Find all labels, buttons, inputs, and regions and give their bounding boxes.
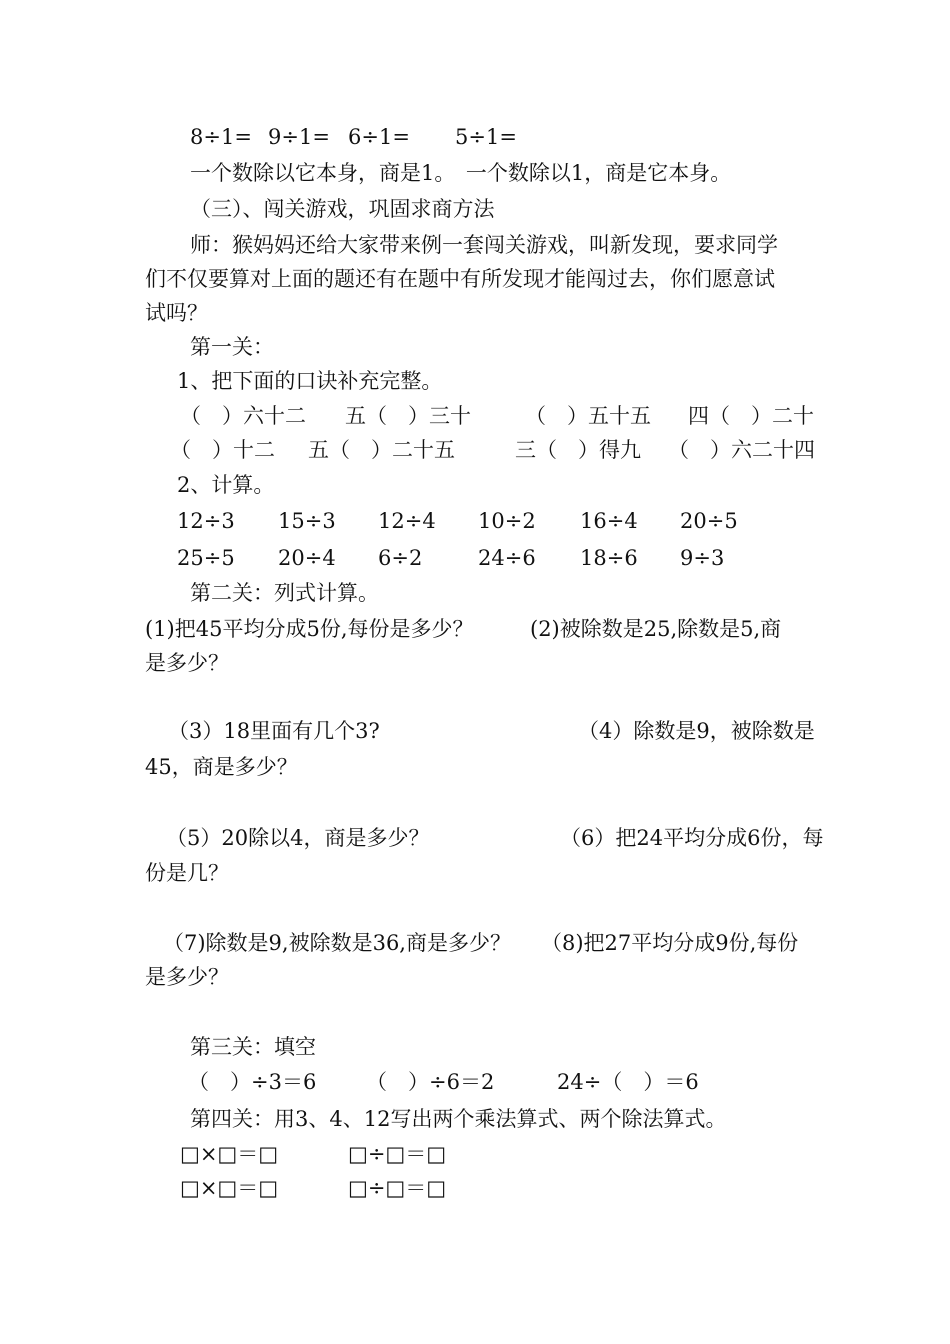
word-problem: （3）18里面有几个3? bbox=[168, 719, 380, 743]
mnemonic-blank: （ ）六十二 bbox=[180, 404, 306, 428]
fill-blank: （ ）÷3＝6 bbox=[188, 1070, 317, 1094]
mnemonic-blank: 四（ ）二十 bbox=[688, 404, 814, 428]
equation: 8÷1= bbox=[190, 125, 252, 149]
level1-question1: 1、把下面的口诀补充完整。 bbox=[177, 369, 443, 393]
teacher-paragraph-line: 们不仅要算对上面的题还有在题中有所发现才能闯过去，你们愿意试 bbox=[145, 267, 775, 291]
word-problem: （4）除数是9，被除数是 bbox=[578, 719, 815, 743]
word-problem: （8)把27平均分成9份,每份 bbox=[541, 931, 799, 955]
box-equation: □×□＝□ bbox=[180, 1142, 279, 1166]
equation: 9÷1= bbox=[268, 125, 330, 149]
mnemonic-blank: 五（ ）二十五 bbox=[308, 438, 455, 462]
calc-item: 9÷3 bbox=[680, 546, 725, 570]
calc-item: 20÷5 bbox=[680, 509, 738, 533]
mnemonic-blank: 三（ ）得九 bbox=[515, 438, 641, 462]
equation: 5÷1= bbox=[455, 125, 517, 149]
calc-item: 18÷6 bbox=[580, 546, 638, 570]
teacher-paragraph-line: 试吗？ bbox=[145, 301, 208, 325]
equation: 6÷1= bbox=[348, 125, 410, 149]
mnemonic-blank: （ ）十二 bbox=[170, 438, 275, 462]
calc-item: 12÷3 bbox=[177, 509, 235, 533]
fill-blank: （ ）÷6＝2 bbox=[366, 1070, 495, 1094]
rule-line: 一个数除以它本身，商是1。 一个数除以1，商是它本身。 bbox=[190, 161, 732, 185]
word-problem: 45，商是多少？ bbox=[145, 755, 298, 779]
calc-item: 25÷5 bbox=[177, 546, 235, 570]
level4-title: 第四关：用3、4、12写出两个乘法算式、两个除法算式。 bbox=[190, 1107, 727, 1131]
word-problem: （6）把24平均分成6份，每 bbox=[560, 826, 824, 850]
mnemonic-blank: （ ）六二十四 bbox=[668, 438, 815, 462]
word-problem: 是多少？ bbox=[145, 965, 229, 989]
word-problem: (2)被除数是25,除数是5,商 bbox=[530, 617, 782, 641]
level3-title: 第三关：填空 bbox=[190, 1035, 316, 1059]
box-equation: □×□＝□ bbox=[180, 1176, 279, 1200]
calc-item: 6÷2 bbox=[378, 546, 423, 570]
fill-blank: 24÷（ ）＝6 bbox=[557, 1070, 699, 1094]
word-problem: （7)除数是9,被除数是36,商是多少？ bbox=[163, 931, 511, 955]
calc-item: 24÷6 bbox=[478, 546, 536, 570]
word-problem: 份是几？ bbox=[145, 861, 229, 885]
level1-title: 第一关： bbox=[190, 335, 274, 359]
level1-question2: 2、计算。 bbox=[177, 473, 275, 497]
word-problem: 是多少？ bbox=[145, 651, 229, 675]
teacher-paragraph-line: 师：猴妈妈还给大家带来例一套闯关游戏，叫新发现，要求同学 bbox=[190, 233, 778, 257]
calc-item: 15÷3 bbox=[278, 509, 336, 533]
mnemonic-blank: （ ）五十五 bbox=[525, 404, 651, 428]
word-problem: (1)把45平均分成5份,每份是多少？ bbox=[145, 617, 474, 641]
word-problem: （5）20除以4，商是多少？ bbox=[166, 826, 430, 850]
box-equation: □÷□＝□ bbox=[348, 1142, 447, 1166]
box-equation: □÷□＝□ bbox=[348, 1176, 447, 1200]
calc-item: 16÷4 bbox=[580, 509, 638, 533]
mnemonic-blank: 五（ ）三十 bbox=[345, 404, 471, 428]
calc-item: 20÷4 bbox=[278, 546, 336, 570]
calc-item: 12÷4 bbox=[378, 509, 436, 533]
section-title: （三）、闯关游戏，巩固求商方法 bbox=[190, 197, 495, 221]
calc-item: 10÷2 bbox=[478, 509, 536, 533]
level2-title: 第二关：列式计算。 bbox=[190, 581, 379, 605]
